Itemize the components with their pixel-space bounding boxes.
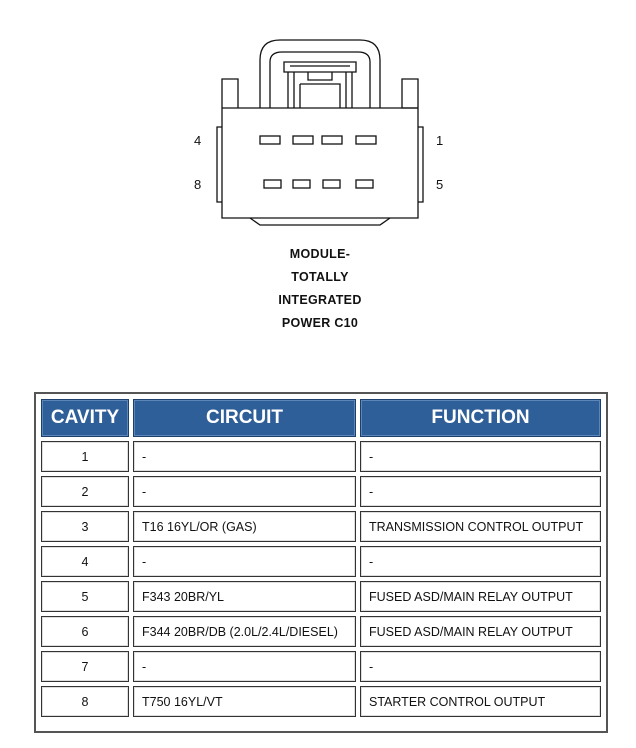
function-cell: - — [360, 441, 601, 472]
cavity-8 — [264, 180, 281, 188]
connector-body — [222, 79, 418, 218]
caption-line: INTEGRATED — [278, 293, 362, 307]
pin-label-5: 5 — [436, 177, 444, 192]
cavity-cell: 3 — [41, 511, 129, 542]
function-cell: STARTER CONTROL OUTPUT — [360, 686, 601, 717]
connector-caption — [200, 243, 440, 335]
table-row — [41, 686, 601, 717]
cavity-cell: 8 — [41, 686, 129, 717]
circuit-cell: - — [133, 441, 356, 472]
caption-line: TOTALLY — [291, 270, 349, 284]
function-cell: - — [360, 651, 601, 682]
cavity-cell: 1 — [41, 441, 129, 472]
table-row — [41, 546, 601, 577]
table-row — [41, 441, 601, 472]
pinout-table — [37, 395, 605, 721]
cavity-cell: 5 — [41, 581, 129, 612]
pinout-table-frame — [34, 392, 608, 733]
cavity-cell: 6 — [41, 616, 129, 647]
latch — [260, 40, 380, 108]
function-cell: FUSED ASD/MAIN RELAY OUTPUT — [360, 581, 601, 612]
circuit-cell: - — [133, 546, 356, 577]
table-row — [41, 616, 601, 647]
caption-line: MODULE- — [289, 247, 351, 261]
table-row — [41, 476, 601, 507]
cavity-3 — [293, 136, 313, 144]
header-cavity: CAVITY — [41, 399, 129, 437]
pin-label-4: 4 — [194, 133, 202, 148]
cavity-7 — [293, 180, 310, 188]
header-circuit: CIRCUIT — [133, 399, 356, 437]
circuit-cell: F343 20BR/YL — [133, 581, 356, 612]
connector-diagram — [0, 0, 636, 240]
function-cell: TRANSMISSION CONTROL OUTPUT — [360, 511, 601, 542]
circuit-cell: - — [133, 651, 356, 682]
table-row — [41, 581, 601, 612]
table-row — [41, 651, 601, 682]
pin-cavities — [260, 136, 376, 188]
cavity-5 — [356, 180, 373, 188]
caption-line: POWER C10 — [281, 316, 359, 330]
header-function: FUNCTION — [360, 399, 601, 437]
circuit-cell: T16 16YL/OR (GAS) — [133, 511, 356, 542]
cavity-cell: 7 — [41, 651, 129, 682]
function-cell: - — [360, 476, 601, 507]
circuit-cell: T750 16YL/VT — [133, 686, 356, 717]
function-cell: - — [360, 546, 601, 577]
cavity-cell: 4 — [41, 546, 129, 577]
cavity-1 — [356, 136, 376, 144]
function-cell: FUSED ASD/MAIN RELAY OUTPUT — [360, 616, 601, 647]
cavity-6 — [323, 180, 340, 188]
cavity-4 — [260, 136, 280, 144]
table-row — [41, 511, 601, 542]
pin-label-8: 8 — [194, 177, 202, 192]
pin-label-1: 1 — [436, 133, 444, 148]
cavity-2 — [322, 136, 342, 144]
table-header-row — [41, 399, 601, 437]
circuit-cell: F344 20BR/DB (2.0L/2.4L/DIESEL) — [133, 616, 356, 647]
cavity-cell: 2 — [41, 476, 129, 507]
circuit-cell: - — [133, 476, 356, 507]
connector-base — [250, 218, 390, 225]
